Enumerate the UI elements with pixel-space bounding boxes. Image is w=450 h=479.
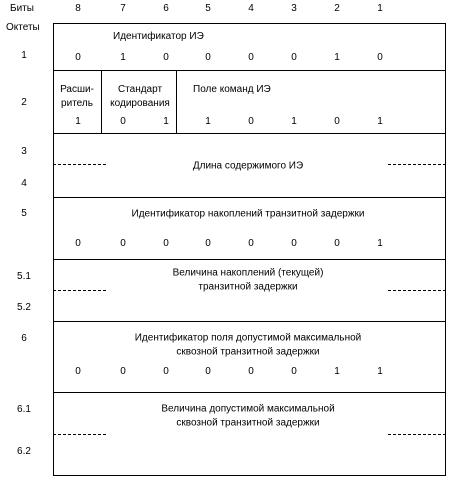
octet-label-5-2: 5.2	[17, 302, 31, 313]
command-bit-3: 1	[291, 116, 297, 127]
extension-bit: 1	[75, 116, 81, 127]
bits-label: Биты	[10, 3, 34, 14]
bit-number-4: 4	[248, 3, 254, 14]
bit-number-2: 2	[334, 3, 340, 14]
ie-id-bit-2: 1	[334, 52, 340, 63]
coding-standard-label-line1: Стандарт	[117, 84, 163, 95]
bit-number-6: 6	[163, 3, 169, 14]
octet-label-6-1: 6.1	[17, 404, 31, 415]
length-dash-left	[53, 164, 106, 165]
cum-id-bit-2: 0	[334, 238, 340, 249]
max-id-bit-1: 1	[377, 366, 383, 377]
cumulative-value-line2: транзитной задержки	[198, 281, 298, 293]
cumulative-value-dash-right	[388, 290, 446, 291]
extension-label-line1: Расши-	[60, 84, 94, 95]
octet-label-6-2: 6.2	[17, 446, 31, 457]
octet-label-6: 6	[21, 333, 27, 344]
max-id-bit-3: 0	[291, 366, 297, 377]
max-value-dash-right	[388, 434, 446, 435]
max-delay-id-line1: Идентификатор поля допустимой максимальной	[134, 332, 362, 344]
command-bit-2: 0	[334, 116, 340, 127]
length-title: Длина содержимого ИЭ	[192, 160, 304, 172]
ie-id-bit-3: 0	[291, 52, 297, 63]
octet-label-2: 2	[21, 97, 27, 108]
cum-id-bit-4: 0	[248, 238, 254, 249]
ie-id-bit-6: 0	[163, 52, 169, 63]
ie-id-bit-7: 1	[120, 52, 126, 63]
separator-octet1-octet2	[53, 70, 446, 71]
max-value-line1: Величина допустимой максимальной	[161, 403, 335, 415]
max-id-bit-5: 0	[205, 366, 211, 377]
max-id-bit-2: 1	[334, 366, 340, 377]
cumulative-value-dash-left	[53, 290, 106, 291]
max-id-bit-6: 0	[163, 366, 169, 377]
divider-extension	[101, 70, 102, 133]
cum-id-bit-3: 0	[291, 238, 297, 249]
max-value-line2: сквозной транзитной задержки	[176, 417, 320, 429]
bit-number-3: 3	[291, 3, 297, 14]
cum-id-bit-1: 1	[377, 238, 383, 249]
octet-label-5-1: 5.1	[17, 271, 31, 282]
ie-id-bit-4: 0	[248, 52, 254, 63]
max-id-bit-4: 0	[248, 366, 254, 377]
ie-id-bit-8: 0	[75, 52, 81, 63]
length-dash-right	[388, 164, 446, 165]
coding-bit-6: 1	[163, 116, 169, 127]
command-bit-5: 1	[205, 116, 211, 127]
max-id-bit-8: 0	[75, 366, 81, 377]
separator-octet4-octet5	[53, 197, 446, 198]
cum-id-bit-5: 0	[205, 238, 211, 249]
cum-id-bit-6: 0	[163, 238, 169, 249]
separator-octet5-octet51	[53, 259, 446, 260]
octet-label-1: 1	[21, 50, 27, 61]
octet-label-4: 4	[21, 178, 27, 189]
cumulative-value-line1: Величина накоплений (текущей)	[172, 267, 324, 279]
command-field-label: Поле команд ИЭ	[193, 84, 271, 95]
octet-label-5: 5	[21, 208, 27, 219]
bit-number-5: 5	[205, 3, 211, 14]
cumulative-delay-id-title: Идентификатор накоплений транзитной задержки	[131, 208, 365, 220]
command-bit-4: 0	[248, 116, 254, 127]
ie-id-bit-5: 0	[205, 52, 211, 63]
max-id-bit-7: 0	[120, 366, 126, 377]
command-bit-1: 1	[377, 116, 383, 127]
cum-id-bit-7: 0	[120, 238, 126, 249]
coding-standard-label-line2: кодирования	[110, 98, 170, 109]
max-delay-id-line2: сквозной транзитной задержки	[176, 346, 320, 358]
divider-coding	[176, 70, 177, 133]
bit-number-7: 7	[120, 3, 126, 14]
extension-label-line2: ритель	[61, 98, 93, 109]
ie-id-bit-1: 0	[377, 52, 383, 63]
bit-number-8: 8	[75, 3, 81, 14]
octet-label-3: 3	[21, 146, 27, 157]
separator-octet6-octet61	[53, 392, 446, 393]
max-value-dash-left	[53, 434, 106, 435]
bit-number-1: 1	[377, 3, 383, 14]
cum-id-bit-8: 0	[75, 238, 81, 249]
separator-octet52-octet6	[53, 321, 446, 322]
coding-bit-7: 0	[120, 116, 126, 127]
separator-octet2-octet3	[53, 133, 446, 134]
octets-label: Октеты	[6, 22, 40, 33]
ie-identifier-title: Идентификатор ИЭ	[113, 31, 204, 42]
